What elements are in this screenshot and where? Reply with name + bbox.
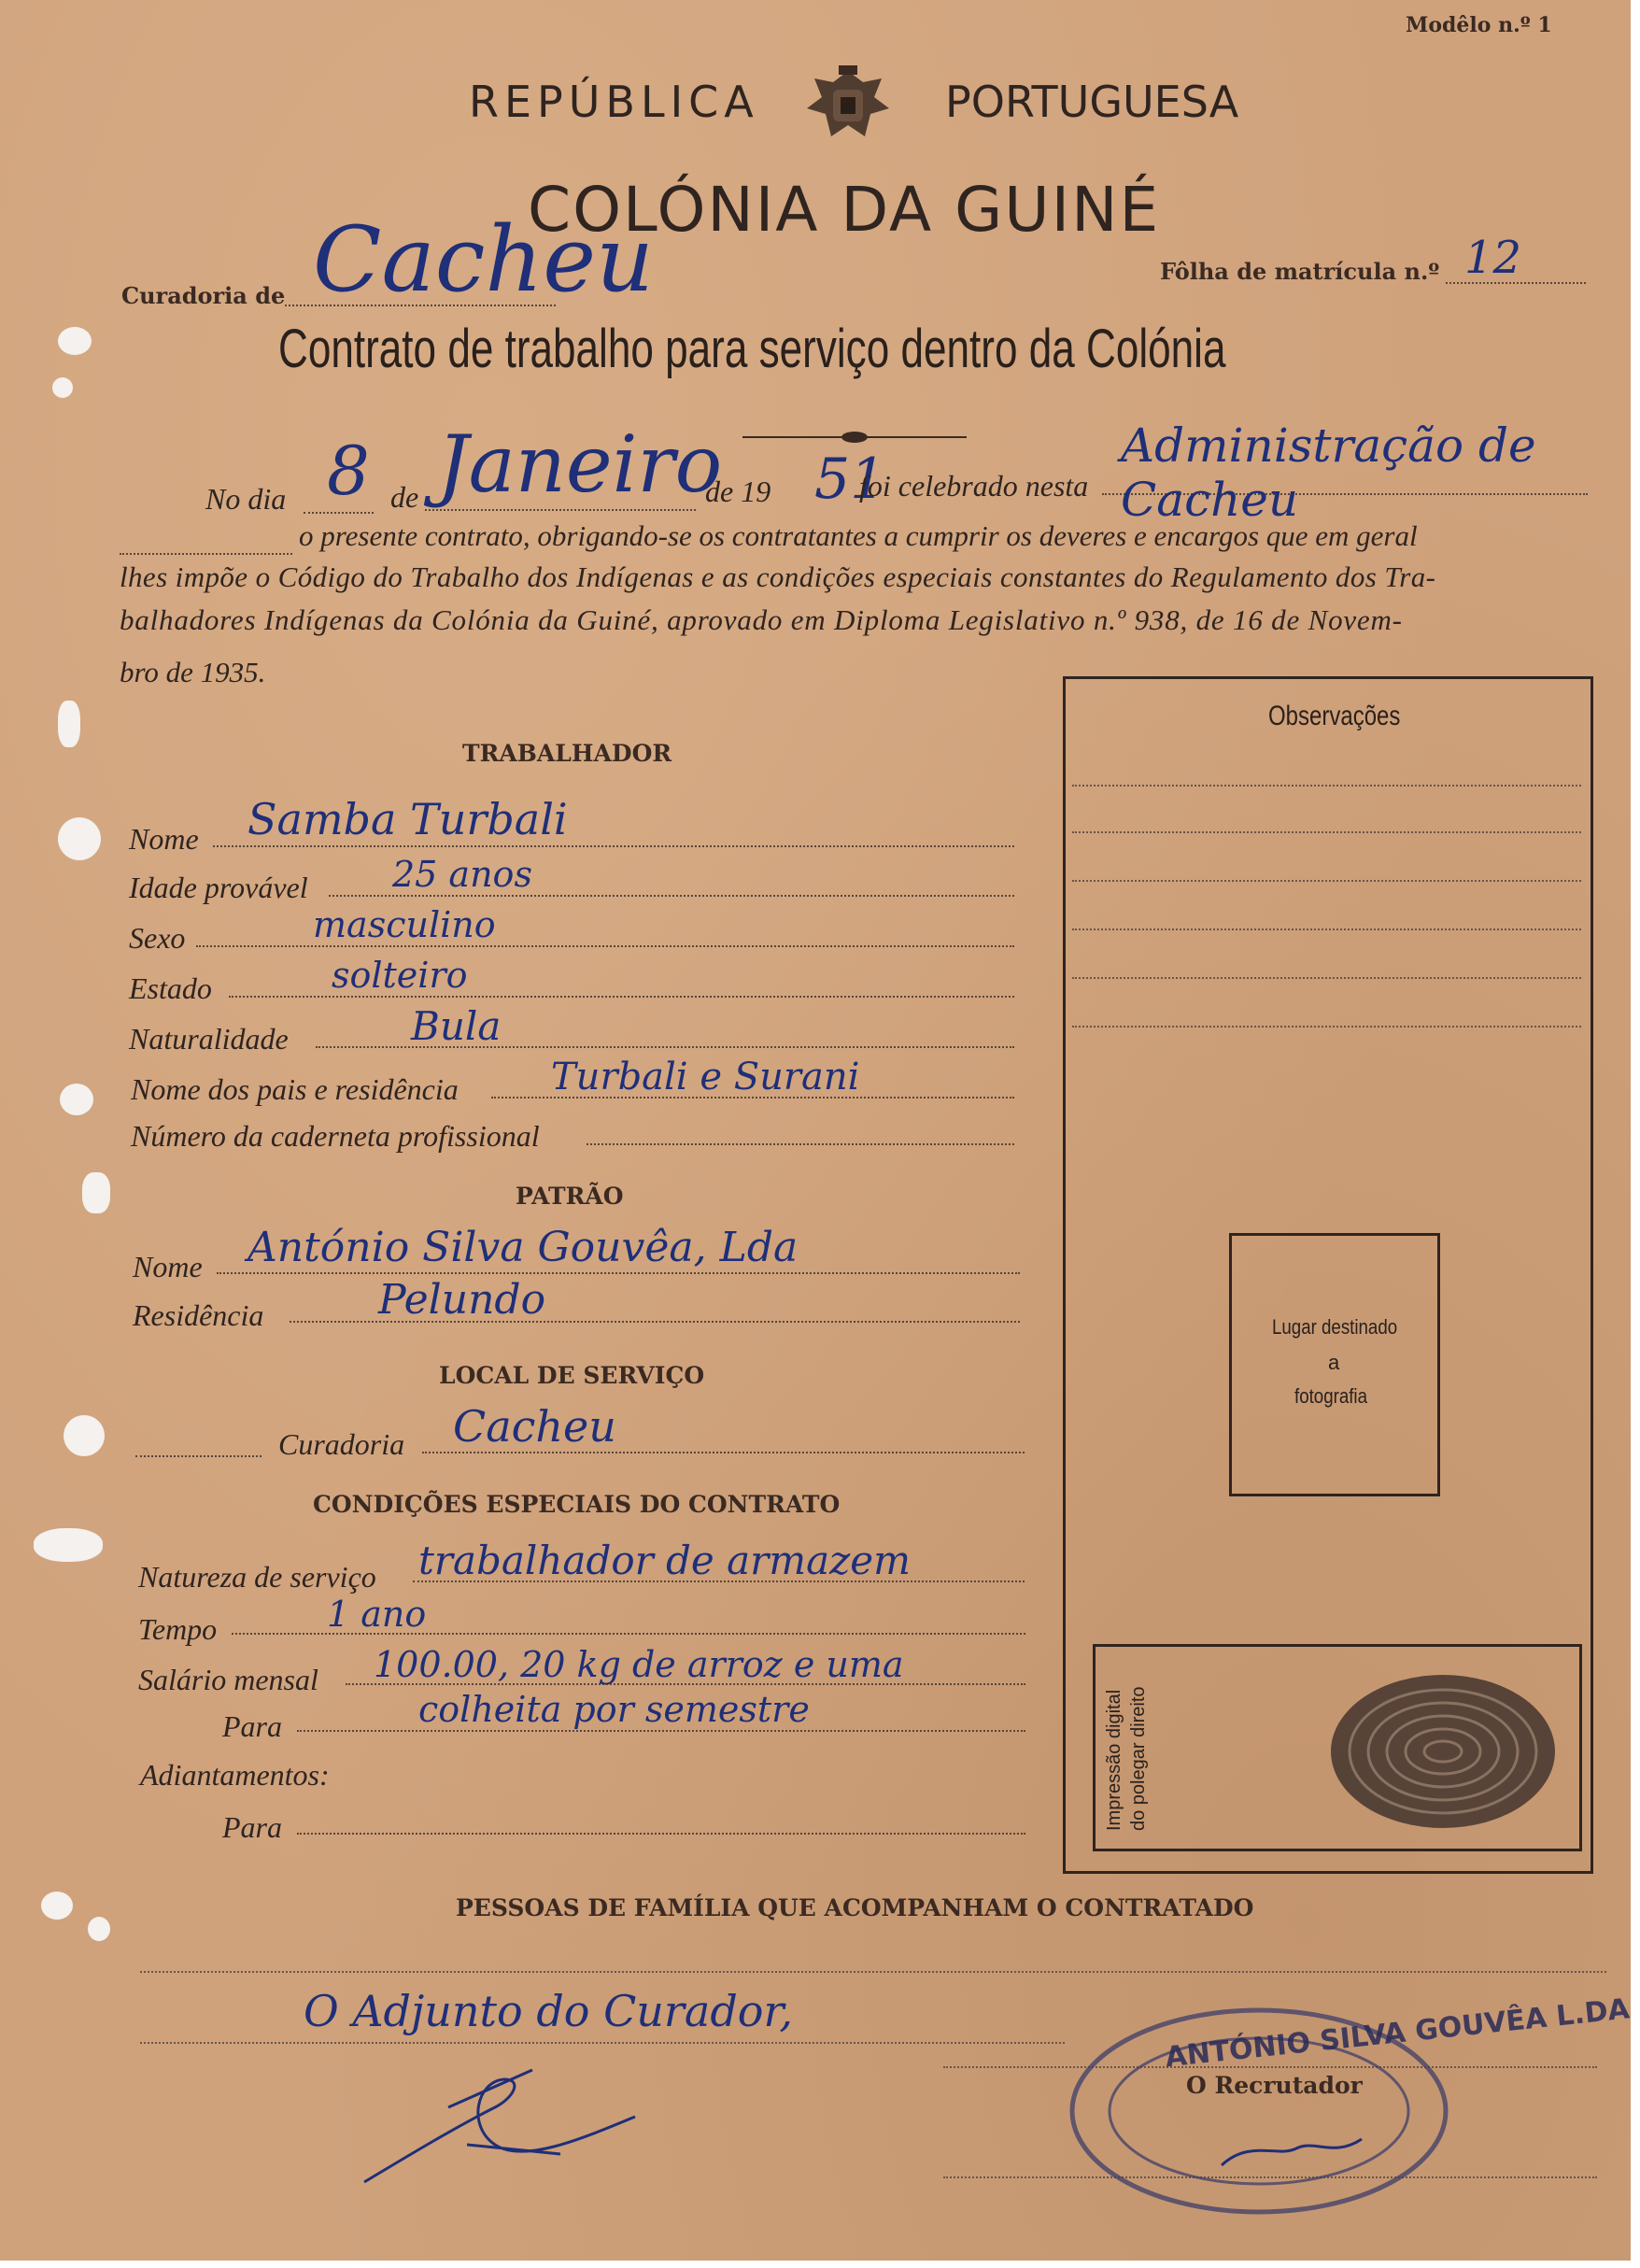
place-value: Administração de Cacheu <box>1121 418 1536 527</box>
signature-note: O Adjunto do Curador, <box>304 1986 794 2036</box>
field-line <box>587 1143 1014 1145</box>
punch-hole <box>60 1084 93 1115</box>
trab-idade-label: Idade provável <box>129 871 308 904</box>
trab-sexo-value: masculino <box>313 904 496 945</box>
condicoes-heading: CONDIÇÕES ESPECIAIS DO CONTRATO <box>313 1491 841 1518</box>
trab-pais-label: Nome dos pais e residência <box>131 1072 459 1106</box>
trab-pais-value: Turbali e Surani <box>551 1056 860 1099</box>
local-heading: LOCAL DE SERVIÇO <box>439 1362 705 1389</box>
year-value: 51 <box>814 447 886 512</box>
field-line <box>229 996 1014 998</box>
intro-line-3: lhes impõe o Código do Trabalho dos Indígenas e as condições especiais constantes do Regulamento dos Tra- <box>120 560 1436 593</box>
obs-line <box>1072 977 1581 979</box>
trab-estado-value: solteiro <box>332 955 468 996</box>
punch-hole <box>88 1917 110 1941</box>
republic-right: PORTUGUESA <box>945 77 1239 127</box>
celebrado: foi celebrado nesta <box>859 469 1089 503</box>
familia-heading: PESSOAS DE FAMÍLIA QUE ACOMPANHAM O CONTRATADO <box>456 1894 1254 1921</box>
tempo-value: 1 ano <box>327 1594 427 1635</box>
obs-line <box>1072 785 1581 787</box>
field-line <box>135 1455 262 1457</box>
day-value: 8 <box>327 432 370 510</box>
thumb-line-2: do polegar direito <box>1128 1686 1149 1831</box>
trabalhador-heading: TRABALHADOR <box>462 740 672 767</box>
folha-label: Fôlha de matrícula n.º <box>1160 258 1440 285</box>
curadoria-value: Cacheu <box>313 207 654 312</box>
de-label: de <box>390 480 419 514</box>
photo-line-2: a <box>1328 1351 1340 1374</box>
trab-estado-label: Estado <box>129 971 212 1005</box>
trab-naturalidade-value: Bula <box>411 1003 502 1049</box>
republic-left: REPÚBLICA <box>469 77 759 127</box>
photo-line-1: Lugar destinado <box>1272 1315 1398 1339</box>
trab-nome-label: Nome <box>129 822 199 856</box>
familia-line <box>140 2042 1065 2044</box>
patrao-residencia-label: Residência <box>133 1298 264 1332</box>
trab-caderneta-label: Número da caderneta profissional <box>131 1119 540 1153</box>
local-curadoria-value: Cacheu <box>453 1401 616 1452</box>
recruiter-label: O Recrutador <box>1186 2072 1363 2099</box>
intro-line-5: bro de 1935. <box>120 656 266 688</box>
curadoria-label: Curadoria de <box>121 282 286 309</box>
contract-title: Contrato de trabalho para serviço dentro da Colónia <box>278 319 1226 379</box>
punch-hole <box>58 701 80 747</box>
tempo-label: Tempo <box>138 1612 218 1646</box>
patrao-residencia-value: Pelundo <box>378 1276 546 1324</box>
ornament-divider <box>742 428 967 447</box>
folha-value: 12 <box>1464 232 1522 284</box>
punch-hole <box>41 1892 73 1920</box>
field-line <box>422 1452 1025 1453</box>
trab-sexo-label: Sexo <box>129 921 186 955</box>
obs-line <box>1072 831 1581 833</box>
field-line <box>213 845 1014 847</box>
trab-idade-value: 25 anos <box>392 854 532 895</box>
obs-line <box>1072 928 1581 930</box>
field-line <box>329 895 1014 897</box>
field-line <box>196 945 1014 947</box>
curator-signature <box>355 2051 672 2191</box>
intro-line-2: o presente contrato, obrigando-se os contratantes a cumprir os deveres e encargos que em geral <box>299 519 1418 552</box>
intro-line-4: balhadores Indígenas da Colónia da Guiné, aprovado em Diploma Legislativo n.º 938, de 16 de Novem- <box>120 603 1403 636</box>
company-stamp <box>1063 1992 1632 2223</box>
punch-hole <box>58 817 101 860</box>
de-19: de 19 <box>705 475 771 508</box>
local-curadoria-label: Curadoria <box>278 1427 405 1461</box>
model-number: Modêlo n.º 1 <box>1406 13 1552 37</box>
para1-label: Para <box>222 1709 282 1743</box>
patrao-heading: PATRÃO <box>516 1183 624 1210</box>
adiantamentos-label: Adiantamentos: <box>140 1758 330 1792</box>
patrao-nome-value: António Silva Gouvêa, Lda <box>247 1224 799 1271</box>
para2-label: Para <box>222 1810 282 1844</box>
natureza-label: Natureza de serviço <box>138 1560 376 1594</box>
familia-line <box>140 1971 1606 1973</box>
salario-value: 100.00, 20 kg de arroz e uma <box>374 1644 904 1685</box>
field-line <box>120 553 292 555</box>
trab-naturalidade-label: Naturalidade <box>129 1022 289 1056</box>
svg-text:ANTÓNIO SILVA GOUVÊA L.DA: ANTÓNIO SILVA GOUVÊA L.DA <box>1163 1992 1632 2075</box>
observacoes-title: Observações <box>1268 701 1401 731</box>
para1-value: colheita por semestre <box>418 1689 810 1730</box>
no-dia: No dia <box>205 482 287 516</box>
field-line <box>297 1730 1025 1732</box>
trab-nome-value: Samba Turbali <box>247 794 568 844</box>
punch-hole <box>34 1528 103 1562</box>
field-line <box>217 1272 1020 1274</box>
obs-line <box>1072 880 1581 882</box>
natureza-value: trabalhador de armazem <box>418 1538 911 1583</box>
coat-of-arms-icon <box>796 64 900 146</box>
punch-hole <box>52 377 73 398</box>
field-line <box>304 512 374 514</box>
colony-name: COLÓNIA DA GUINÉ <box>528 174 1161 246</box>
month-value: Janeiro <box>437 418 723 510</box>
punch-hole <box>82 1172 110 1213</box>
thumb-line-1: Impressão digital <box>1104 1689 1124 1831</box>
patrao-nome-label: Nome <box>133 1250 203 1283</box>
punch-hole <box>58 327 92 355</box>
obs-line <box>1072 1026 1581 1028</box>
salario-label: Salário mensal <box>138 1663 318 1696</box>
field-line <box>297 1833 1025 1835</box>
photo-line-3: fotografia <box>1294 1384 1367 1408</box>
thumbprint-image <box>1317 1663 1569 1840</box>
punch-hole <box>64 1415 105 1456</box>
